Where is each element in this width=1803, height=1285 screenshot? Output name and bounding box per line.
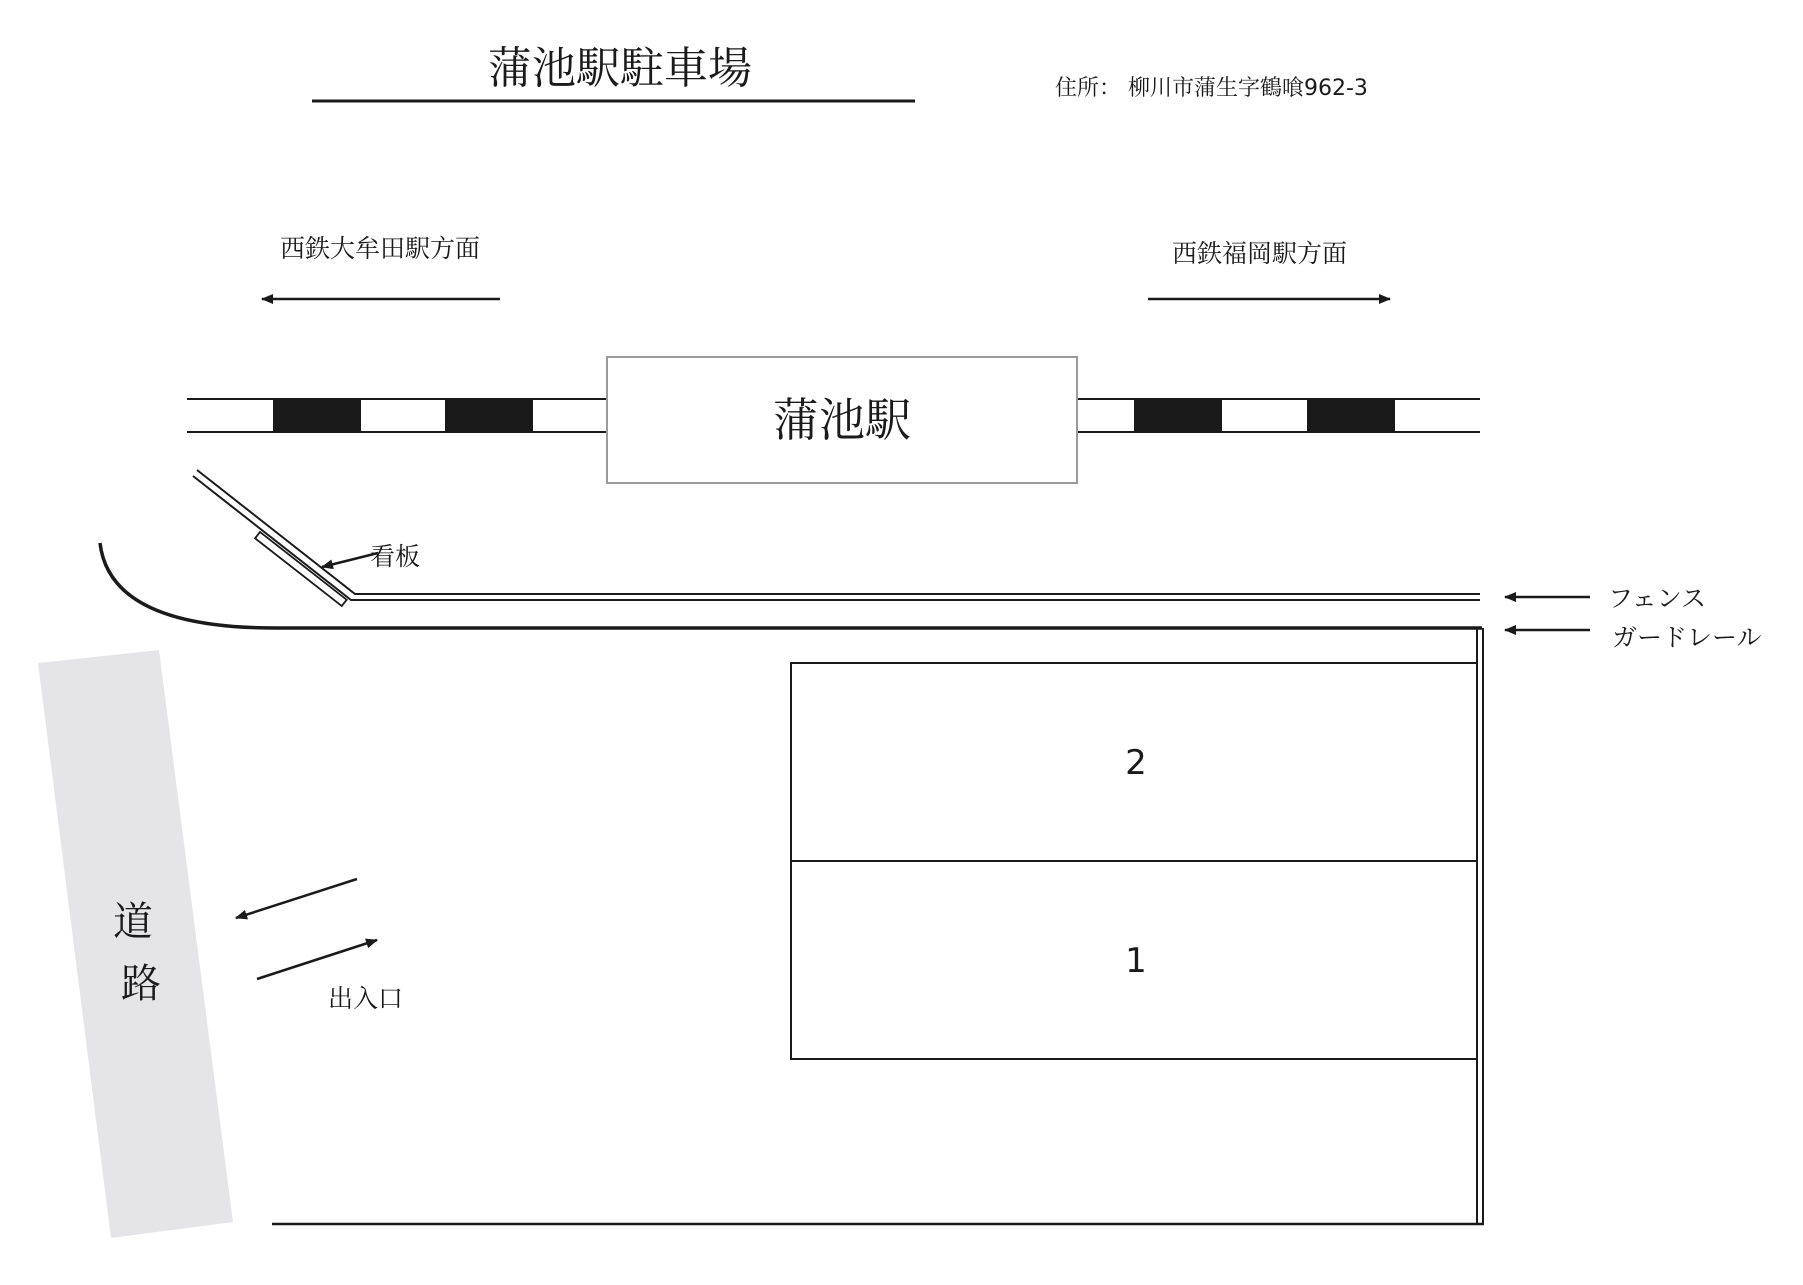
guardrail-label: ガードレール bbox=[1612, 623, 1762, 652]
road-label-2: 路 bbox=[121, 961, 161, 1007]
track-block bbox=[445, 399, 533, 432]
direction-left-label: 西鉄大牟田駅方面 bbox=[280, 234, 481, 263]
sign-label: 看板 bbox=[370, 542, 421, 571]
parking-space-number: 1 bbox=[1125, 941, 1147, 981]
road-label-1: 道 bbox=[113, 899, 153, 945]
station-name: 蒲池駅 bbox=[773, 393, 911, 447]
parking-space-number: 2 bbox=[1125, 743, 1147, 783]
address-text: 住所： 柳川市蒲生字鶴喰962-3 bbox=[1055, 76, 1368, 101]
track-block bbox=[1134, 399, 1222, 432]
entrance-label: 出入口 bbox=[328, 984, 404, 1013]
track-block bbox=[1307, 399, 1395, 432]
track-block bbox=[273, 399, 361, 432]
direction-right-label: 西鉄福岡駅方面 bbox=[1172, 239, 1348, 268]
page-title: 蒲池駅駐車場 bbox=[488, 43, 752, 94]
fence-line bbox=[193, 470, 1480, 600]
signboard bbox=[255, 532, 347, 606]
enter-arrow bbox=[257, 940, 377, 979]
fence-label: フェンス bbox=[1608, 584, 1707, 613]
exit-arrow bbox=[236, 879, 357, 918]
